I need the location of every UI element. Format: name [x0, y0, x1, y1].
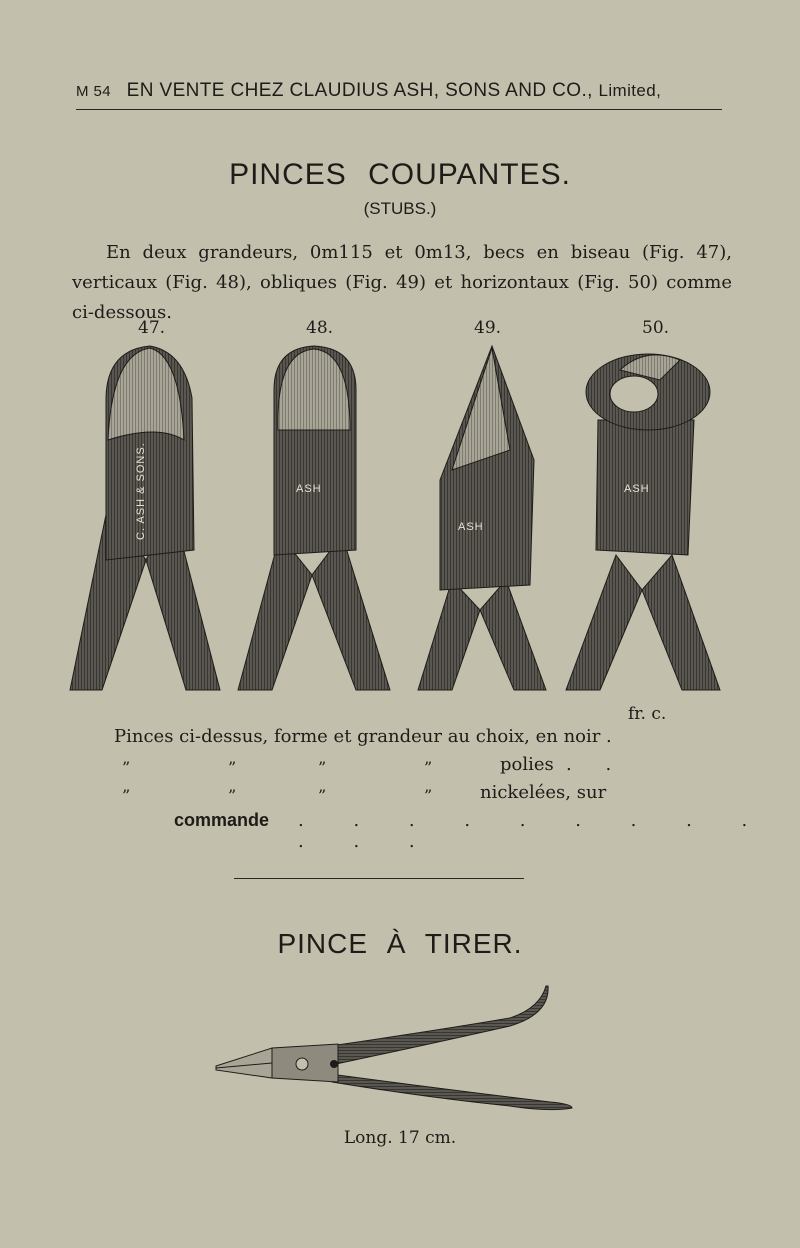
fig-number-49: 49.: [474, 318, 502, 338]
ditto-mark: ”: [318, 758, 327, 777]
stamp-47: C. ASH & SONS.: [135, 442, 147, 540]
price-line-noir: Pinces ci-dessus, forme et grandeur au choix, en noir: [114, 726, 601, 747]
pince-a-tirer-illustration: [210, 978, 580, 1118]
header-text: EN VENTE CHEZ CLAUDIUS ASH, SONS AND CO.,: [126, 80, 593, 101]
plier-fig-50: [566, 354, 720, 690]
page-header: [76, 80, 722, 102]
ditto-mark: ”: [228, 758, 237, 777]
leader-dots: .: [606, 726, 612, 747]
section-title-pinces-coupantes: PINCES COUPANTES.: [229, 158, 571, 191]
header-suffix: Limited,: [598, 81, 662, 100]
plier-fig-48: [238, 346, 390, 690]
ditto-mark: ”: [424, 786, 433, 805]
intro-paragraph: En deux grandeurs, 0m115 et 0m13, becs en biseau (Fig. 47), verticaux (Fig. 48), obliques (Fig. 49) et horizontaux (Fig. 50) comme ci-dessous.: [72, 242, 732, 323]
ditto-mark: ”: [122, 786, 131, 805]
section-subtitle: (STUBS.): [363, 199, 437, 218]
ditto-mark: ”: [318, 786, 327, 805]
section-title-pince-a-tirer: PINCE À TIRER.: [277, 928, 523, 959]
plier-fig-47: [70, 346, 220, 690]
leader-dots: . .: [566, 754, 626, 775]
figure-caption: Long. 17 cm.: [343, 1128, 457, 1148]
ditto-mark: ”: [228, 786, 237, 805]
leader-dots: . . . . . . . . . . . .: [298, 810, 770, 852]
price-line-commande: commande: [174, 810, 270, 830]
header-rule: [76, 109, 722, 110]
ditto-mark: ”: [122, 758, 131, 777]
fig-number-47: 47.: [138, 318, 166, 338]
plier-fig-49: [418, 346, 546, 690]
price-line-nickelees: nickelées, sur: [480, 782, 607, 803]
ditto-mark: ”: [424, 758, 433, 777]
fig-number-48: 48.: [306, 318, 334, 338]
page-number: M 54: [76, 83, 111, 100]
stamp-48: ASH: [296, 483, 322, 495]
fig-number-50: 50.: [642, 318, 670, 338]
price-line-polies: polies: [500, 754, 554, 775]
price-column-header: fr. c.: [628, 704, 667, 724]
section-separator: [234, 878, 524, 879]
stamp-50: ASH: [624, 483, 650, 495]
stamp-49: ASH: [458, 521, 484, 533]
pliers-illustrations: [60, 340, 740, 695]
